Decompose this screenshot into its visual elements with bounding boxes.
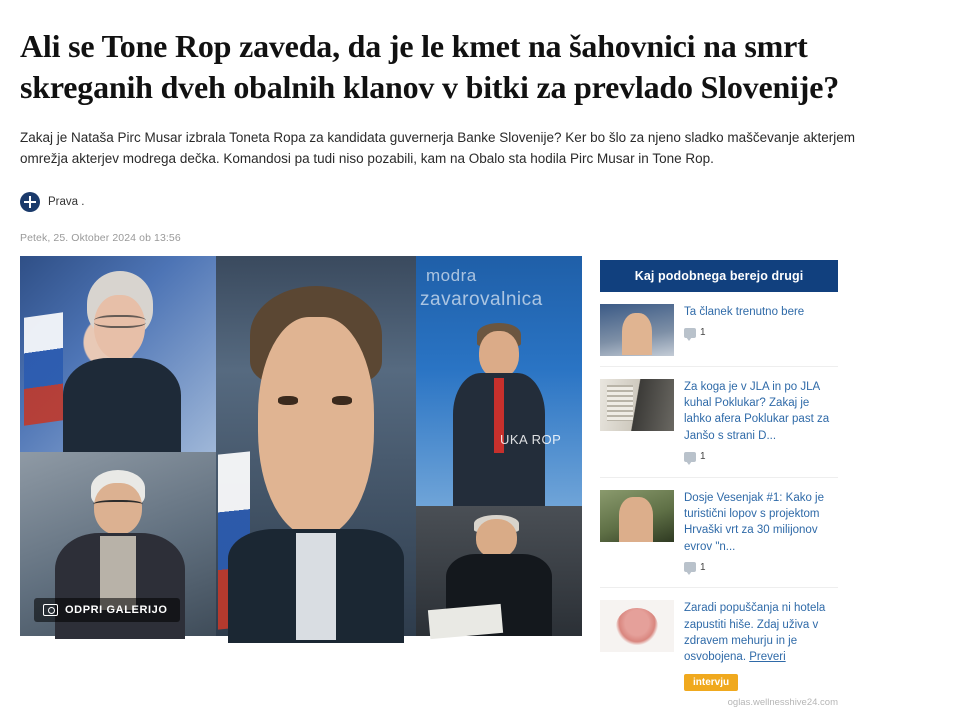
camera-icon bbox=[43, 604, 58, 616]
flag-decoration bbox=[24, 312, 63, 425]
list-item-title bbox=[684, 600, 838, 665]
comment-count: 1 bbox=[700, 327, 706, 339]
author-name[interactable]: Prava . bbox=[48, 195, 85, 208]
image-collage bbox=[20, 256, 582, 636]
collage-cell-podium-man bbox=[416, 506, 582, 636]
face-shape bbox=[258, 317, 374, 537]
face-shape bbox=[476, 519, 518, 558]
shirt-shape bbox=[296, 533, 336, 639]
list-item[interactable] bbox=[600, 478, 838, 589]
thumbnail-image[interactable] bbox=[600, 600, 674, 652]
content-columns bbox=[20, 256, 938, 718]
list-item-body bbox=[684, 490, 838, 578]
page-title: Ali se Tone Rop zaveda, da je le kmet na šahovnici na smrt skreganih dveh obalnih klanov v bitki za prevlado Slovenije? bbox=[20, 28, 840, 105]
backdrop-text-line1: modra bbox=[426, 265, 477, 285]
glasses-shape bbox=[94, 315, 147, 329]
publish-date: Petek, 25. Oktober 2024 ob 13:56 bbox=[20, 231, 181, 244]
face-shape bbox=[479, 331, 519, 379]
collage-cell-speaker bbox=[416, 256, 582, 506]
open-gallery-button[interactable] bbox=[34, 598, 180, 622]
list-item-body bbox=[684, 600, 838, 707]
comment-bubble-icon bbox=[684, 452, 696, 462]
comment-bubble-icon bbox=[684, 328, 696, 338]
list-item-body bbox=[684, 304, 838, 356]
list-item-body bbox=[684, 379, 838, 467]
related-sidebar bbox=[600, 256, 838, 718]
eye-shape bbox=[332, 396, 352, 404]
list-item-title[interactable]: Dosje Vesenjak #1: Kako je turistični lopov s projektom Hrvaški vrt za 30 milijonov evrov "n... bbox=[684, 491, 825, 553]
thumbnail-image[interactable] bbox=[600, 490, 674, 542]
avatar bbox=[20, 192, 40, 212]
comment-count: 1 bbox=[700, 451, 706, 463]
sidebar-header: Kaj podobnega berejo drugi bbox=[600, 260, 838, 292]
comment-bubble-icon bbox=[684, 562, 696, 572]
article-page bbox=[0, 26, 958, 707]
list-item-title[interactable]: Za koga je v JLA in po JLA kuhal Poklukar? Zakaj je lahko afera Poklukar past za Janšo s strani D... bbox=[684, 380, 830, 442]
ad-source-text: oglas.wellnesshive24.com bbox=[727, 696, 838, 708]
ad-label-badge[interactable]: intervju bbox=[684, 674, 738, 691]
open-gallery-label: ODPRI GALERIJO bbox=[65, 603, 168, 616]
thumbnail-image[interactable] bbox=[600, 304, 674, 356]
thumbnail-image[interactable] bbox=[600, 379, 674, 431]
comment-count-badge[interactable] bbox=[684, 562, 706, 573]
ad-text: Zaradi popuščanja ni hotela zapustiti hiše. Zdaj uživa v zdravem mehurju in je osvobojena. bbox=[684, 602, 826, 664]
list-item[interactable] bbox=[600, 292, 838, 367]
article-lead: Zakaj je Nataša Pirc Musar izbrala Toneta Ropa za kandidata guvernerja Banke Slovenije? Ker bo šlo za njeno sladko maščevanje akterjem omrežja akterjev modrega dečka. Komandosi pa tudi niso pozabili, kam na Obalo sta hodila Pirc Musar in Tone Rop. bbox=[20, 129, 855, 166]
eye-shape bbox=[278, 396, 298, 404]
glasses-shape bbox=[93, 500, 144, 511]
comment-count-badge[interactable] bbox=[684, 327, 706, 338]
list-item-title[interactable]: Ta članek trenutno bere bbox=[684, 305, 805, 318]
hero-image[interactable] bbox=[20, 256, 582, 636]
list-item[interactable] bbox=[600, 367, 838, 478]
ad-link[interactable]: Preveri bbox=[749, 651, 786, 664]
backdrop-text-line3: UKA ROP bbox=[500, 431, 562, 447]
backdrop-text-line2: zavarovalnica bbox=[420, 288, 543, 310]
comment-count-badge[interactable] bbox=[684, 451, 706, 462]
body-shape bbox=[63, 358, 181, 456]
list-item-ad[interactable] bbox=[600, 588, 838, 717]
comment-count: 1 bbox=[700, 561, 706, 573]
collage-cell-woman bbox=[20, 256, 216, 452]
byline bbox=[20, 192, 938, 212]
collage-cell-main-portrait bbox=[216, 256, 416, 636]
